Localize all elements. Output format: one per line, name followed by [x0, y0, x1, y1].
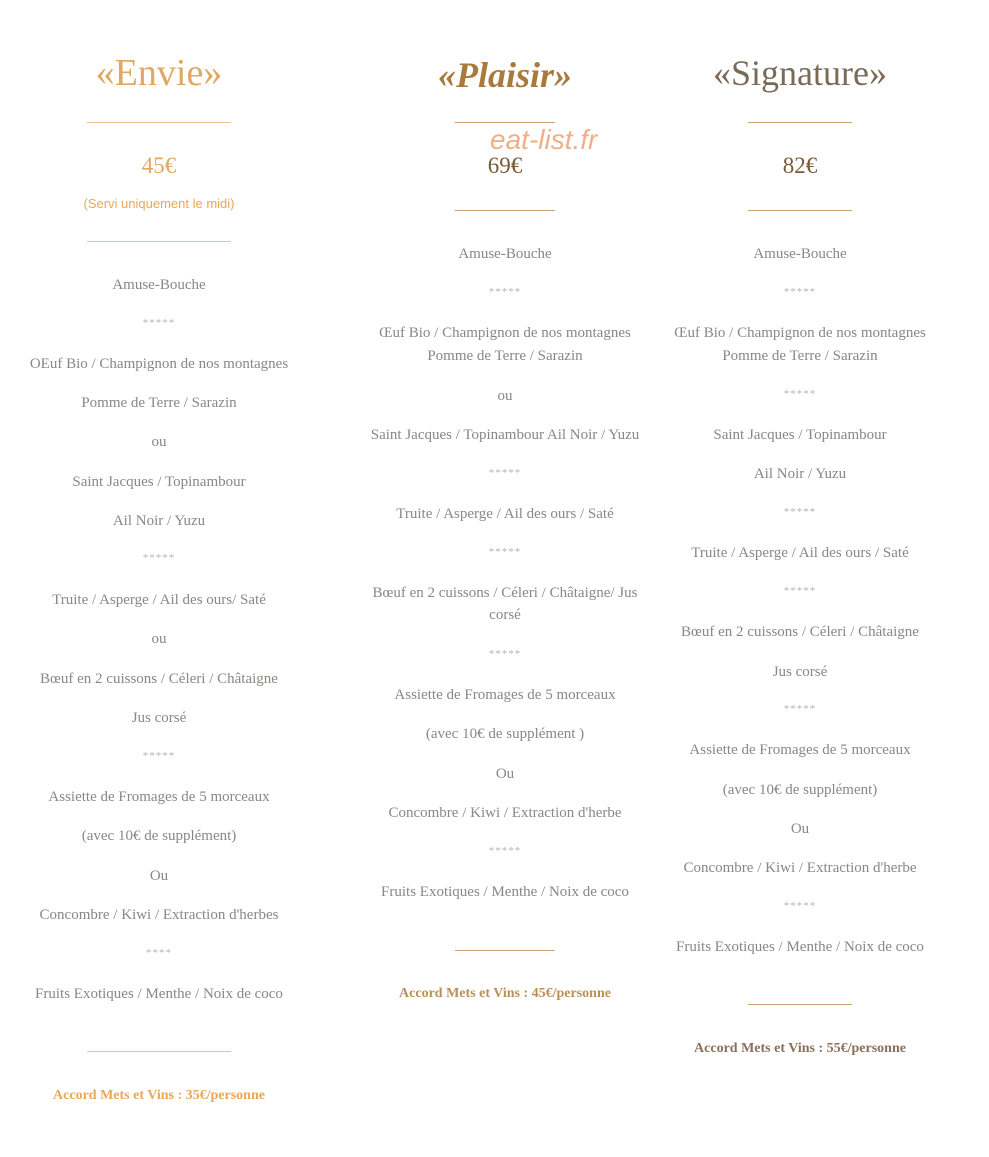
wine-pairing: Accord Mets et Vins : 45€/personne — [399, 986, 611, 1001]
menu-item: Fruits Exotiques / Menthe / Noix de coco — [35, 986, 283, 1002]
menu-item: Pomme de Terre / Sarazin — [722, 348, 878, 364]
menu-item: Pomme de Terre / Sarazin — [81, 395, 237, 411]
menu-item: (avec 10€ de supplément) — [81, 828, 237, 844]
separator-stars: ***** — [142, 317, 176, 329]
menu-item: Bœuf en 2 cuissons / Céleri / Châtaigne — [40, 671, 278, 687]
menu-price: 82€ — [782, 153, 818, 178]
menu-price: 69€ — [487, 153, 523, 178]
separator-stars: ***** — [783, 286, 817, 298]
separator-stars: ***** — [488, 286, 522, 298]
menu-item: Assiette de Fromages de 5 morceaux — [689, 742, 911, 758]
menu-title: «Signature» — [713, 53, 887, 93]
wine-pairing: Accord Mets et Vins : 35€/personne — [53, 1088, 265, 1103]
menu-note: (Servi uniquement le midi) — [83, 196, 235, 211]
menu-item: Œuf Bio / Champignon de nos montagnes — [674, 325, 926, 341]
divider — [748, 1004, 852, 1005]
menu-item: ou — [151, 631, 167, 647]
menu-item: Truite / Asperge / Ail des ours/ Saté — [52, 592, 266, 608]
menu-item: ou — [497, 388, 513, 404]
separator-stars: ***** — [783, 900, 817, 912]
menu-item: OEuf Bio / Champignon de nos montagnes — [29, 356, 289, 372]
wine-pairing: Accord Mets et Vins : 55€/personne — [694, 1041, 906, 1056]
separator-stars: ***** — [142, 552, 176, 564]
menu-item: Concombre / Kiwi / Extraction d'herbe — [683, 860, 917, 876]
menu-title: «Envie» — [95, 52, 223, 94]
divider — [87, 1051, 231, 1052]
divider — [455, 210, 555, 211]
menu-item: Œuf Bio / Champignon de nos montagnes — [379, 325, 631, 341]
menu-item: Bœuf en 2 cuissons / Céleri / Châtaigne/ Jus corsé — [372, 585, 638, 623]
menu-item: Ou — [149, 868, 169, 884]
divider — [748, 122, 852, 123]
menu-item: Fruits Exotiques / Menthe / Noix de coco — [381, 884, 629, 900]
menu-item: Bœuf en 2 cuissons / Céleri / Châtaigne — [681, 624, 919, 640]
separator-stars: ***** — [142, 750, 176, 762]
menu-item: Truite / Asperge / Ail des ours / Saté — [691, 545, 909, 561]
menu-item: ou — [151, 434, 167, 450]
watermark: eat-list.fr — [490, 124, 598, 155]
menu-item: Ail Noir / Yuzu — [112, 513, 206, 529]
separator-stars: ***** — [488, 467, 522, 479]
separator-stars: ***** — [488, 648, 522, 660]
separator-stars: ***** — [783, 506, 817, 518]
divider — [87, 122, 231, 123]
menu-item: (avec 10€ de supplément ) — [425, 726, 585, 742]
separator-stars: **** — [146, 947, 172, 959]
menu-item: Jus corsé — [772, 664, 828, 680]
separator-stars: ***** — [488, 546, 522, 558]
separator-stars: ***** — [783, 388, 817, 400]
menu-item: Saint Jacques / Topinambour Ail Noir / Yuzu — [370, 427, 640, 443]
menu-item: Concombre / Kiwi / Extraction d'herbe — [388, 805, 622, 821]
menu-item: Assiette de Fromages de 5 morceaux — [394, 687, 616, 703]
menu-item: Fruits Exotiques / Menthe / Noix de coco — [676, 939, 924, 955]
menu-item: Assiette de Fromages de 5 morceaux — [48, 789, 270, 805]
divider — [87, 241, 231, 242]
menu-item: Saint Jacques / Topinambour — [713, 427, 887, 443]
menu-item: Saint Jacques / Topinambour — [72, 474, 246, 490]
menu-item: (avec 10€ de supplément) — [722, 782, 878, 798]
separator-stars: ***** — [783, 585, 817, 597]
menu-item: Pomme de Terre / Sarazin — [427, 348, 583, 364]
menu-item: Ail Noir / Yuzu — [753, 466, 847, 482]
divider — [455, 950, 555, 951]
menu-item: Ou — [495, 766, 515, 782]
menu-item: Amuse-Bouche — [112, 277, 206, 293]
divider — [748, 210, 852, 211]
menu-price: 45€ — [141, 153, 177, 178]
separator-stars: ***** — [488, 845, 522, 857]
menu-item: Concombre / Kiwi / Extraction d'herbes — [39, 907, 279, 923]
menu-item: Truite / Asperge / Ail des ours / Saté — [396, 506, 614, 522]
menu-item: Jus corsé — [131, 710, 187, 726]
menu-item: Amuse-Bouche — [458, 246, 552, 262]
separator-stars: ***** — [783, 703, 817, 715]
menu-title: «Plaisir» — [437, 55, 572, 95]
divider — [455, 122, 555, 123]
menu-item: Amuse-Bouche — [753, 246, 847, 262]
menu-item: Ou — [790, 821, 810, 837]
